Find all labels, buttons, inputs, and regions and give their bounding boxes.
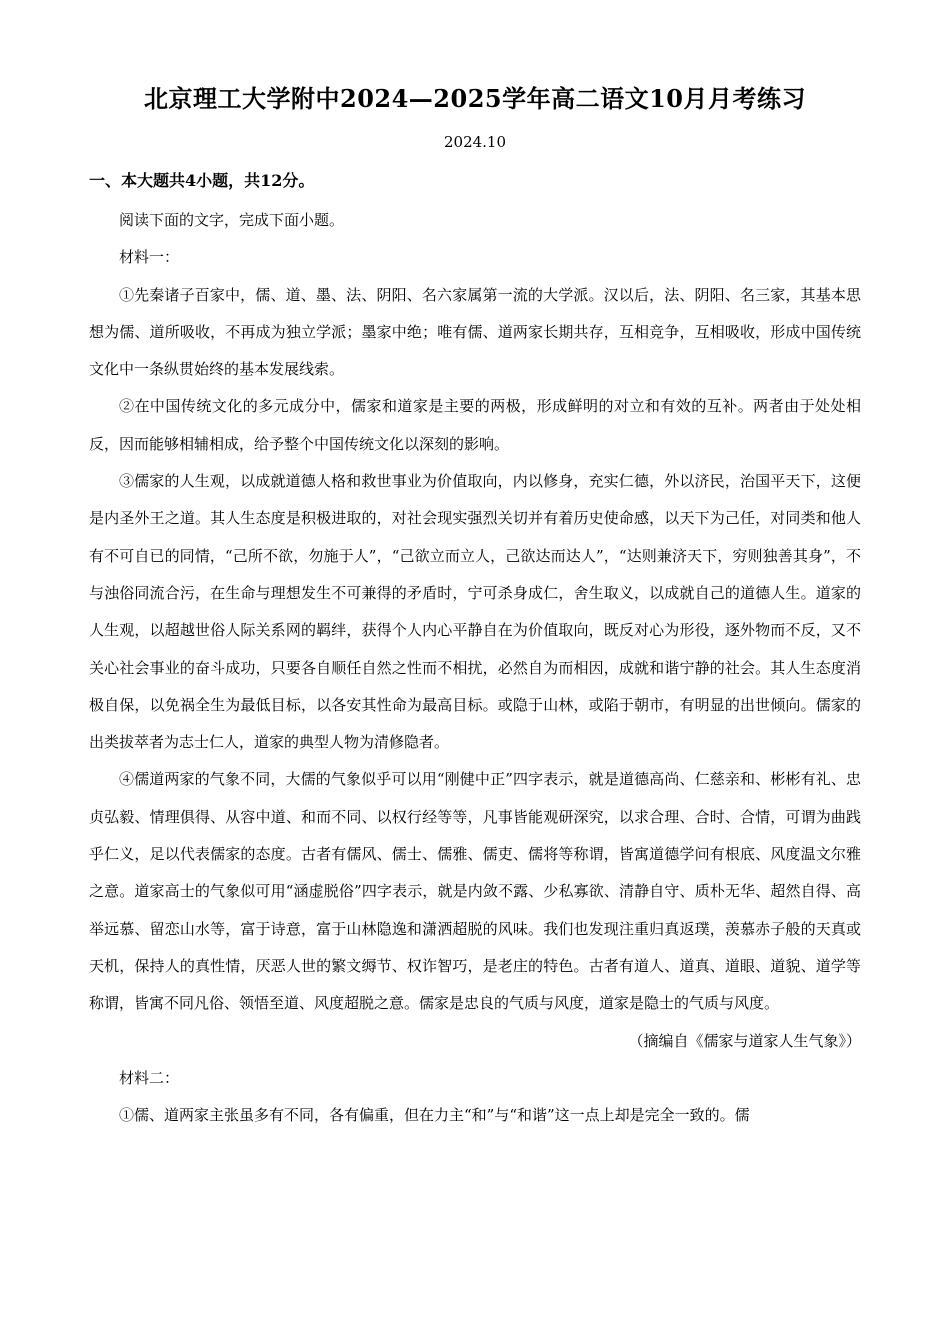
material-one-label: 材料一：	[119, 248, 180, 267]
instruction-text: 阅读下面的文字，完成下面小题。	[119, 211, 345, 229]
material-two-paragraph-1: ①儒、道两家主张虽多有不同，各有偏重，但在力主“和”与“和谐”这一点上却是完全一致的。儒	[119, 1106, 750, 1125]
material-one-paragraph-2: ②在中国传统文化的多元成分中，儒家和道家是主要的两极，形成鲜明的对立和有效的互补。两者由于处处相反，因而能够相辅相成，给予整个中国传统文化以深刻的影响。	[89, 397, 861, 453]
material-one-paragraph-3: ③儒家的人生观，以成就道德人格和救世事业为价值取向，内以修身，充实仁德，外以济民，治国平天下，这便是内圣外王之道。其人生态度是积极进取的，对社会现实强烈关切并有着历史使命感，以天下为己任，对同类和他人有不可自已的同情，“己所不欲，勿施于人”，“己欲立而立人，己欲达而达人”，“达则兼济天下，穷则独善其身”，不与浊俗同流合污，在生命与理想发生不可兼得的矛盾时，宁可杀身成仁，舍生取义，以成就自己的道德人生。道家的人生观，以超越世俗人际关系网的羁绊，获得个人内心平静自在为价值取向，既反对心为形役，逐外物而不反，又不关心社会事业的奋斗成功，只要各自顺任自然之性而不相扰，必然自为而相因，成就和谐宁静的社会。其人生态度消极自保，以免祸全生为最低目标，以各安其性命为最高目标。或隐于山林，或陷于朝市，有明显的出世倾向。儒家的出类拔萃者为志士仁人，道家的典型人物为清修隐者。	[89, 472, 861, 752]
page-title: 北京理工大学附中2024—2025学年高二语文10月月考练习	[144, 84, 806, 113]
reading-passage	[89, 202, 861, 1134]
section-heading: 一、本大题共4小题，共12分。	[89, 171, 315, 190]
material-one-paragraph-4: ④儒道两家的气象不同，大儒的气象似乎可以用“刚健中正”四字表示，就是道德高尚、仁慈亲和、彬彬有礼、忠贞弘毅、情理俱得、从容中道、和而不同、以权行经等等，凡事皆能观研深究，以求合理、合时、合情，可谓为曲践乎仁义，足以代表儒家的态度。古者有儒风、儒士、儒雅、儒吏、儒将等称谓，皆寓道德学问有根底、风度温文尔雅之意。道家高士的气象似可用“涵虚脱俗”四字表示，就是内敛不露、少私寡欲、清静自守、质朴无华、超然自得、高举远慕、留恋山水等，富于诗意，富于山林隐逸和潇洒超脱的风味。我们也发现注重归真返璞，羡慕赤子般的天真或天机，保持人的真性情，厌恶人世的繁文缛节、权诈智巧，是老庄的特色。古者有道人、道真、道眼、道貌、道学等称谓，皆寓不同凡俗、领悟至道、风度超脱之意。儒家是忠良的气质与风度，道家是隐士的气质与风度。	[89, 770, 861, 1013]
material-two-label: 材料二：	[119, 1068, 180, 1087]
exam-date: 2024.10	[443, 133, 507, 151]
material-one-source: （摘编自《儒家与道家人生气象》）	[628, 1031, 861, 1050]
material-one-paragraph-1: ①先秦诸子百家中，儒、道、墨、法、阴阳、名六家属第一流的大学派。汉以后，法、阴阳、名三家，其基本思想为儒、道所吸收，不再成为独立学派；墨家中绝；唯有儒、道两家长期共存，互相竞争，互相吸收，形成中国传统文化中一条纵贯始终的基本发展线索。	[89, 285, 861, 379]
